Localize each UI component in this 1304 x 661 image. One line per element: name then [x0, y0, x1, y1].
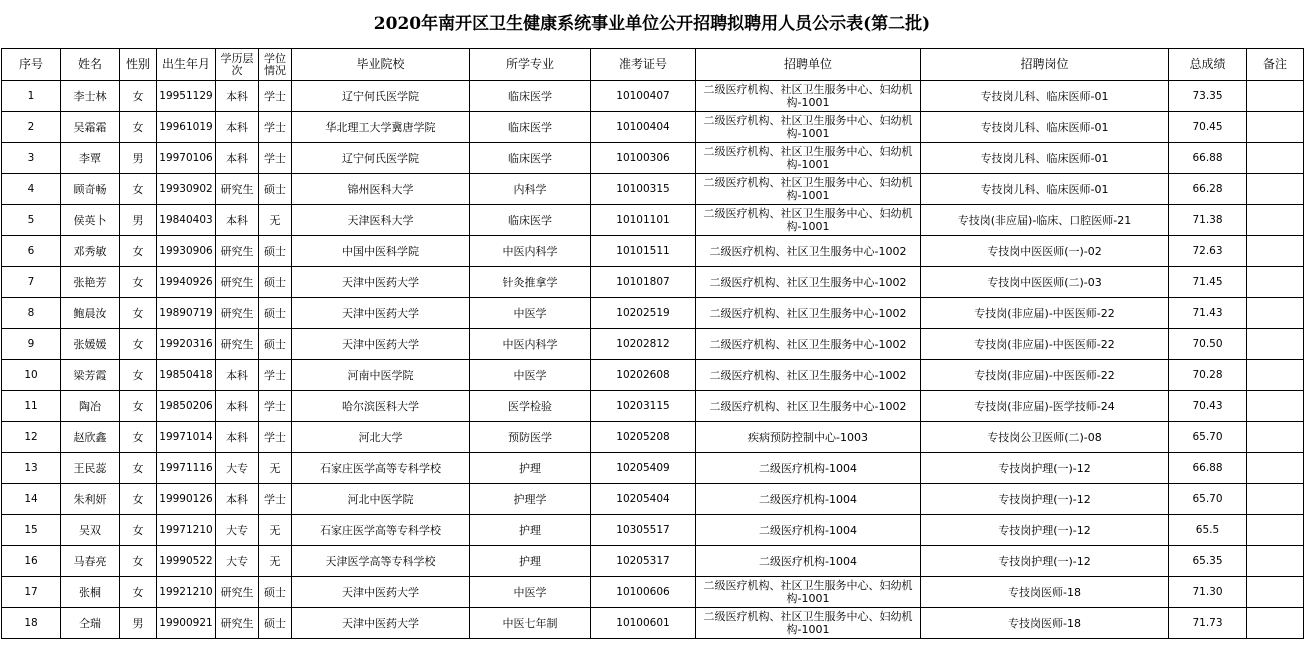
score-cell: 66.28: [1169, 174, 1247, 205]
name-cell: 吴双: [61, 515, 120, 546]
degree-cell: 学士: [259, 360, 292, 391]
index-cell: 11: [2, 391, 61, 422]
school-cell: 辽宁何氏医学院: [292, 81, 470, 112]
name-cell: 张桐: [61, 577, 120, 608]
position-cell: 专技岗儿科、临床医师-01: [921, 143, 1169, 174]
index-cell: 7: [2, 267, 61, 298]
position-cell: 专技岗公卫医师(二)-08: [921, 422, 1169, 453]
name-cell: 赵欣鑫: [61, 422, 120, 453]
education-cell: 研究生: [216, 577, 259, 608]
school-cell: 中国中医科学院: [292, 236, 470, 267]
remark-cell: [1247, 453, 1304, 484]
unit-cell: 二级医疗机构、社区卫生服务中心、妇幼机构-1001: [696, 81, 921, 112]
name-cell: 张艳芳: [61, 267, 120, 298]
education-cell: 本科: [216, 391, 259, 422]
remark-cell: [1247, 267, 1304, 298]
score-cell: 70.28: [1169, 360, 1247, 391]
table-row: [2, 515, 1304, 546]
unit-cell: 二级医疗机构-1004: [696, 453, 921, 484]
birth-cell: 19971116: [157, 453, 216, 484]
exam-id-cell: 10101511: [591, 236, 696, 267]
header-cell: 准考证号: [591, 49, 696, 81]
header-cell: 总成绩: [1169, 49, 1247, 81]
unit-cell: 疾病预防控制中心-1003: [696, 422, 921, 453]
birth-cell: 19930906: [157, 236, 216, 267]
birth-cell: 19900921: [157, 608, 216, 639]
remark-cell: [1247, 422, 1304, 453]
position-cell: 专技岗(非应届)-中医医师-22: [921, 298, 1169, 329]
name-cell: 吴霜霜: [61, 112, 120, 143]
table-row: [2, 298, 1304, 329]
birth-cell: 19850418: [157, 360, 216, 391]
remark-cell: [1247, 608, 1304, 639]
name-cell: 马春亮: [61, 546, 120, 577]
gender-cell: 女: [120, 267, 157, 298]
table-row: [2, 236, 1304, 267]
header-cell: 性别: [120, 49, 157, 81]
name-cell: 陶冶: [61, 391, 120, 422]
position-cell: 专技岗(非应届)-中医医师-22: [921, 360, 1169, 391]
education-cell: 本科: [216, 143, 259, 174]
name-cell: 鲍晨汝: [61, 298, 120, 329]
remark-cell: [1247, 484, 1304, 515]
applicant-table: [1, 48, 1304, 639]
position-cell: 专技岗中医医师(一)-02: [921, 236, 1169, 267]
score-cell: 65.5: [1169, 515, 1247, 546]
major-cell: 中医内科学: [470, 329, 591, 360]
school-cell: 天津中医药大学: [292, 329, 470, 360]
exam-id-cell: 10101101: [591, 205, 696, 236]
school-cell: 天津医科大学: [292, 205, 470, 236]
exam-id-cell: 10202812: [591, 329, 696, 360]
unit-cell: 二级医疗机构-1004: [696, 515, 921, 546]
position-cell: 专技岗(非应届)-医学技师-24: [921, 391, 1169, 422]
birth-cell: 19971210: [157, 515, 216, 546]
table-row: [2, 143, 1304, 174]
birth-cell: 19921210: [157, 577, 216, 608]
degree-cell: 硕士: [259, 298, 292, 329]
index-cell: 13: [2, 453, 61, 484]
table-row: [2, 267, 1304, 298]
education-cell: 研究生: [216, 298, 259, 329]
major-cell: 中医内科学: [470, 236, 591, 267]
gender-cell: 男: [120, 205, 157, 236]
major-cell: 护理学: [470, 484, 591, 515]
birth-cell: 19920316: [157, 329, 216, 360]
header-cell: 学历层次: [216, 49, 259, 81]
exam-id-cell: 10101807: [591, 267, 696, 298]
exam-id-cell: 10100606: [591, 577, 696, 608]
education-cell: 本科: [216, 205, 259, 236]
education-cell: 研究生: [216, 608, 259, 639]
gender-cell: 女: [120, 422, 157, 453]
degree-cell: 学士: [259, 81, 292, 112]
index-cell: 12: [2, 422, 61, 453]
gender-cell: 女: [120, 360, 157, 391]
unit-cell: 二级医疗机构、社区卫生服务中心-1002: [696, 267, 921, 298]
score-cell: 65.70: [1169, 422, 1247, 453]
major-cell: 中医学: [470, 360, 591, 391]
index-cell: 14: [2, 484, 61, 515]
birth-cell: 19990522: [157, 546, 216, 577]
header-cell: 出生年月: [157, 49, 216, 81]
gender-cell: 女: [120, 391, 157, 422]
birth-cell: 19971014: [157, 422, 216, 453]
score-cell: 73.35: [1169, 81, 1247, 112]
exam-id-cell: 10205404: [591, 484, 696, 515]
table-row: [2, 453, 1304, 484]
school-cell: 天津中医药大学: [292, 577, 470, 608]
degree-cell: 学士: [259, 422, 292, 453]
remark-cell: [1247, 174, 1304, 205]
table-row: [2, 577, 1304, 608]
name-cell: 朱利妍: [61, 484, 120, 515]
name-cell: 梁芳霞: [61, 360, 120, 391]
school-cell: 锦州医科大学: [292, 174, 470, 205]
index-cell: 4: [2, 174, 61, 205]
major-cell: 护理: [470, 546, 591, 577]
header-cell: 序号: [2, 49, 61, 81]
birth-cell: 19951129: [157, 81, 216, 112]
school-cell: 天津医学高等专科学校: [292, 546, 470, 577]
major-cell: 中医七年制: [470, 608, 591, 639]
birth-cell: 19970106: [157, 143, 216, 174]
education-cell: 本科: [216, 484, 259, 515]
position-cell: 专技岗儿科、临床医师-01: [921, 112, 1169, 143]
score-cell: 65.35: [1169, 546, 1247, 577]
remark-cell: [1247, 546, 1304, 577]
table-row: [2, 422, 1304, 453]
school-cell: 河北大学: [292, 422, 470, 453]
degree-cell: 无: [259, 515, 292, 546]
school-cell: 河北中医学院: [292, 484, 470, 515]
gender-cell: 女: [120, 577, 157, 608]
exam-id-cell: 10100315: [591, 174, 696, 205]
unit-cell: 二级医疗机构、社区卫生服务中心-1002: [696, 360, 921, 391]
gender-cell: 女: [120, 81, 157, 112]
table-header-row: [2, 49, 1304, 81]
index-cell: 16: [2, 546, 61, 577]
name-cell: 侯英卜: [61, 205, 120, 236]
table-row: [2, 329, 1304, 360]
major-cell: 护理: [470, 515, 591, 546]
table-row: [2, 546, 1304, 577]
major-cell: 护理: [470, 453, 591, 484]
remark-cell: [1247, 236, 1304, 267]
major-cell: 中医学: [470, 577, 591, 608]
school-cell: 石家庄医学高等专科学校: [292, 515, 470, 546]
major-cell: 临床医学: [470, 112, 591, 143]
index-cell: 10: [2, 360, 61, 391]
unit-cell: 二级医疗机构、社区卫生服务中心、妇幼机构-1001: [696, 577, 921, 608]
school-cell: 天津中医药大学: [292, 267, 470, 298]
remark-cell: [1247, 205, 1304, 236]
degree-cell: 学士: [259, 112, 292, 143]
unit-cell: 二级医疗机构、社区卫生服务中心、妇幼机构-1001: [696, 608, 921, 639]
exam-id-cell: 10203115: [591, 391, 696, 422]
name-cell: 李覃: [61, 143, 120, 174]
name-cell: 王民蕊: [61, 453, 120, 484]
education-cell: 本科: [216, 112, 259, 143]
position-cell: 专技岗医师-18: [921, 608, 1169, 639]
index-cell: 5: [2, 205, 61, 236]
education-cell: 本科: [216, 422, 259, 453]
degree-cell: 硕士: [259, 577, 292, 608]
gender-cell: 男: [120, 143, 157, 174]
header-cell: 备注: [1247, 49, 1304, 81]
index-cell: 3: [2, 143, 61, 174]
birth-cell: 19990126: [157, 484, 216, 515]
position-cell: 专技岗医师-18: [921, 577, 1169, 608]
major-cell: 临床医学: [470, 143, 591, 174]
gender-cell: 女: [120, 484, 157, 515]
birth-cell: 19840403: [157, 205, 216, 236]
school-cell: 天津中医药大学: [292, 298, 470, 329]
position-cell: 专技岗(非应届)-临床、口腔医师-21: [921, 205, 1169, 236]
school-cell: 华北理工大学冀唐学院: [292, 112, 470, 143]
birth-cell: 19930902: [157, 174, 216, 205]
birth-cell: 19890719: [157, 298, 216, 329]
exam-id-cell: 10205317: [591, 546, 696, 577]
index-cell: 2: [2, 112, 61, 143]
degree-cell: 学士: [259, 391, 292, 422]
gender-cell: 女: [120, 329, 157, 360]
header-cell: 招聘岗位: [921, 49, 1169, 81]
table-row: [2, 391, 1304, 422]
name-cell: 邓秀敏: [61, 236, 120, 267]
remark-cell: [1247, 360, 1304, 391]
remark-cell: [1247, 112, 1304, 143]
gender-cell: 女: [120, 236, 157, 267]
major-cell: 预防医学: [470, 422, 591, 453]
education-cell: 大专: [216, 515, 259, 546]
gender-cell: 女: [120, 174, 157, 205]
unit-cell: 二级医疗机构、社区卫生服务中心、妇幼机构-1001: [696, 112, 921, 143]
school-cell: 天津中医药大学: [292, 608, 470, 639]
education-cell: 大专: [216, 546, 259, 577]
position-cell: 专技岗(非应届)-中医医师-22: [921, 329, 1169, 360]
school-cell: 辽宁何氏医学院: [292, 143, 470, 174]
position-cell: 专技岗护理(一)-12: [921, 546, 1169, 577]
major-cell: 临床医学: [470, 81, 591, 112]
remark-cell: [1247, 143, 1304, 174]
gender-cell: 女: [120, 453, 157, 484]
index-cell: 18: [2, 608, 61, 639]
name-cell: 仝瑞: [61, 608, 120, 639]
score-cell: 71.43: [1169, 298, 1247, 329]
score-cell: 71.45: [1169, 267, 1247, 298]
degree-cell: 硕士: [259, 608, 292, 639]
degree-cell: 无: [259, 453, 292, 484]
unit-cell: 二级医疗机构、社区卫生服务中心-1002: [696, 298, 921, 329]
score-cell: 71.38: [1169, 205, 1247, 236]
gender-cell: 女: [120, 298, 157, 329]
exam-id-cell: 10202519: [591, 298, 696, 329]
gender-cell: 男: [120, 608, 157, 639]
header-cell: 姓名: [61, 49, 120, 81]
score-cell: 66.88: [1169, 453, 1247, 484]
remark-cell: [1247, 577, 1304, 608]
score-cell: 71.73: [1169, 608, 1247, 639]
index-cell: 1: [2, 81, 61, 112]
page-title: 2020年南开区卫生健康系统事业单位公开招聘拟聘用人员公示表(第二批): [373, 14, 931, 34]
name-cell: 李士林: [61, 81, 120, 112]
exam-id-cell: 10100306: [591, 143, 696, 174]
degree-cell: 硕士: [259, 236, 292, 267]
remark-cell: [1247, 81, 1304, 112]
degree-cell: 无: [259, 205, 292, 236]
exam-id-cell: 10100404: [591, 112, 696, 143]
name-cell: 张媛媛: [61, 329, 120, 360]
exam-id-cell: 10100407: [591, 81, 696, 112]
table-row: [2, 81, 1304, 112]
position-cell: 专技岗护理(一)-12: [921, 484, 1169, 515]
header-cell: 学位情况: [259, 49, 292, 81]
major-cell: 针灸推拿学: [470, 267, 591, 298]
gender-cell: 女: [120, 112, 157, 143]
degree-cell: 硕士: [259, 329, 292, 360]
unit-cell: 二级医疗机构、社区卫生服务中心-1002: [696, 329, 921, 360]
index-cell: 9: [2, 329, 61, 360]
degree-cell: 硕士: [259, 267, 292, 298]
education-cell: 本科: [216, 81, 259, 112]
birth-cell: 19940926: [157, 267, 216, 298]
position-cell: 专技岗儿科、临床医师-01: [921, 174, 1169, 205]
position-cell: 专技岗护理(一)-12: [921, 515, 1169, 546]
name-cell: 顾奇畅: [61, 174, 120, 205]
unit-cell: 二级医疗机构、社区卫生服务中心-1002: [696, 391, 921, 422]
degree-cell: 硕士: [259, 174, 292, 205]
education-cell: 大专: [216, 453, 259, 484]
header-cell: 毕业院校: [292, 49, 470, 81]
education-cell: 研究生: [216, 236, 259, 267]
unit-cell: 二级医疗机构-1004: [696, 546, 921, 577]
header-cell: 所学专业: [470, 49, 591, 81]
unit-cell: 二级医疗机构-1004: [696, 484, 921, 515]
score-cell: 66.88: [1169, 143, 1247, 174]
remark-cell: [1247, 329, 1304, 360]
remark-cell: [1247, 391, 1304, 422]
unit-cell: 二级医疗机构、社区卫生服务中心-1002: [696, 236, 921, 267]
index-cell: 8: [2, 298, 61, 329]
index-cell: 6: [2, 236, 61, 267]
degree-cell: 学士: [259, 484, 292, 515]
unit-cell: 二级医疗机构、社区卫生服务中心、妇幼机构-1001: [696, 143, 921, 174]
position-cell: 专技岗护理(一)-12: [921, 453, 1169, 484]
school-cell: 石家庄医学高等专科学校: [292, 453, 470, 484]
header-cell: 招聘单位: [696, 49, 921, 81]
exam-id-cell: 10205208: [591, 422, 696, 453]
score-cell: 72.63: [1169, 236, 1247, 267]
degree-cell: 无: [259, 546, 292, 577]
score-cell: 70.50: [1169, 329, 1247, 360]
birth-cell: 19961019: [157, 112, 216, 143]
education-cell: 研究生: [216, 174, 259, 205]
table-row: [2, 112, 1304, 143]
table-row: [2, 608, 1304, 639]
remark-cell: [1247, 298, 1304, 329]
position-cell: 专技岗中医医师(二)-03: [921, 267, 1169, 298]
degree-cell: 学士: [259, 143, 292, 174]
major-cell: 内科学: [470, 174, 591, 205]
education-cell: 本科: [216, 360, 259, 391]
table-row: [2, 360, 1304, 391]
score-cell: 70.43: [1169, 391, 1247, 422]
major-cell: 中医学: [470, 298, 591, 329]
school-cell: 哈尔滨医科大学: [292, 391, 470, 422]
index-cell: 17: [2, 577, 61, 608]
education-cell: 研究生: [216, 267, 259, 298]
remark-cell: [1247, 515, 1304, 546]
unit-cell: 二级医疗机构、社区卫生服务中心、妇幼机构-1001: [696, 205, 921, 236]
birth-cell: 19850206: [157, 391, 216, 422]
exam-id-cell: 10305517: [591, 515, 696, 546]
position-cell: 专技岗儿科、临床医师-01: [921, 81, 1169, 112]
exam-id-cell: 10100601: [591, 608, 696, 639]
unit-cell: 二级医疗机构、社区卫生服务中心、妇幼机构-1001: [696, 174, 921, 205]
gender-cell: 女: [120, 515, 157, 546]
school-cell: 河南中医学院: [292, 360, 470, 391]
exam-id-cell: 10205409: [591, 453, 696, 484]
score-cell: 71.30: [1169, 577, 1247, 608]
major-cell: 医学检验: [470, 391, 591, 422]
education-cell: 研究生: [216, 329, 259, 360]
table-row: [2, 174, 1304, 205]
gender-cell: 女: [120, 546, 157, 577]
exam-id-cell: 10202608: [591, 360, 696, 391]
major-cell: 临床医学: [470, 205, 591, 236]
score-cell: 70.45: [1169, 112, 1247, 143]
table-row: [2, 205, 1304, 236]
index-cell: 15: [2, 515, 61, 546]
table-row: [2, 484, 1304, 515]
score-cell: 65.70: [1169, 484, 1247, 515]
